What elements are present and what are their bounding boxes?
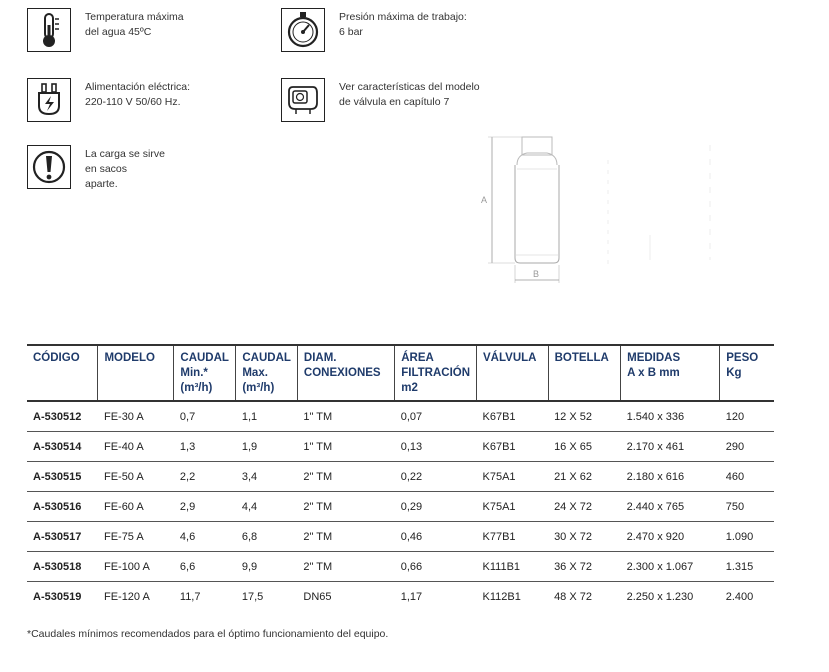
column-header: CAUDAL Min.* (m³/h)	[174, 345, 236, 401]
dimension-a-label: A	[481, 195, 488, 205]
spec-valve-text: Ver características del modelo de válvula en capítulo 7	[339, 81, 480, 108]
table-cell: K75A1	[477, 462, 549, 492]
table-cell: 1.090	[720, 522, 774, 552]
table-cell: K77B1	[477, 522, 549, 552]
spec-load	[27, 145, 165, 192]
table-row	[27, 432, 774, 462]
spec-pressure-text: Presión máxima de trabajo: 6 bar	[339, 11, 467, 38]
product-code-cell: A-530518	[27, 552, 98, 582]
table-cell: 1" TM	[297, 401, 394, 432]
spec-valve	[281, 78, 480, 122]
table-cell: 2,9	[174, 492, 236, 522]
electric-plug-icon	[27, 78, 71, 122]
filter-tank-diagram	[470, 125, 770, 295]
table-cell: FE-100 A	[98, 552, 174, 582]
table-cell: FE-60 A	[98, 492, 174, 522]
table-cell: K112B1	[482, 590, 521, 603]
column-header: VÁLVULA	[477, 345, 549, 401]
footnote: *Caudales mínimos recomendados para el óptimo funcionamiento del equipo.	[27, 628, 389, 640]
table-row	[27, 401, 774, 432]
table-cell: 0,29	[395, 492, 477, 522]
column-header: ÁREA FILTRACIÓN m2	[395, 345, 477, 401]
table-row	[27, 522, 774, 552]
table-cell: 36 X 72	[548, 552, 621, 582]
table-row	[27, 492, 774, 522]
table-cell: 0,7	[174, 401, 236, 432]
table-cell: FE-30 A	[98, 401, 174, 432]
table-cell: 1,1	[236, 401, 298, 432]
table-cell: DN65	[303, 590, 332, 603]
table-cell: 2.170 x 461	[621, 432, 720, 462]
table-cell: FE-75 A	[98, 522, 174, 552]
table-cell: 290	[720, 432, 774, 462]
table-cell: 2.440 x 765	[621, 492, 720, 522]
spec-load-text: La carga se sirve en sacos aparte.	[85, 148, 165, 190]
table-cell: 1,17	[400, 590, 423, 603]
table-cell: 1,3	[174, 432, 236, 462]
table-cell: FE-40 A	[98, 432, 174, 462]
product-code-cell: A-530515	[27, 462, 98, 492]
table-cell: 2.250 x 1.230	[626, 590, 694, 603]
table-row	[27, 462, 774, 492]
table-cell: 0,46	[395, 522, 477, 552]
warning-icon	[27, 145, 71, 189]
table-cell: 2" TM	[297, 492, 394, 522]
table-cell: 30 X 72	[548, 522, 621, 552]
table-cell: K75A1	[477, 492, 549, 522]
table-cell: 1" TM	[297, 432, 394, 462]
table-cell: 1,9	[236, 432, 298, 462]
table-cell: 3,4	[236, 462, 298, 492]
product-code-cell: A-530514	[27, 432, 98, 462]
table-cell: FE-50 A	[98, 462, 174, 492]
table-cell: 4,6	[174, 522, 236, 552]
product-code-cell: A-530517	[27, 522, 98, 552]
column-header: PESO Kg	[720, 345, 774, 401]
table-cell: 2" TM	[297, 552, 394, 582]
table-cell: 4,4	[236, 492, 298, 522]
column-header: CÓDIGO	[27, 345, 98, 401]
table-header-row	[27, 345, 774, 401]
table-cell: FE-120 A	[103, 590, 150, 603]
table-cell: 750	[720, 492, 774, 522]
column-header: BOTELLA	[548, 345, 621, 401]
product-code-cell: A-530519	[33, 590, 82, 603]
table-cell: 48 X 72	[554, 590, 592, 603]
table-cell: 0,66	[395, 552, 477, 582]
table-cell: 0,22	[395, 462, 477, 492]
table-cell: 0,13	[395, 432, 477, 462]
table-cell: 11,7	[179, 590, 201, 603]
column-header: CAUDAL Max. (m³/h)	[236, 345, 298, 401]
table-cell: 17,5	[241, 590, 264, 603]
table-cell: 6,8	[236, 522, 298, 552]
table-cell: 2" TM	[297, 522, 394, 552]
table-cell: 24 X 72	[548, 492, 621, 522]
table-cell: 1.540 x 336	[621, 401, 720, 432]
table-cell: K67B1	[477, 432, 549, 462]
table-cell: 2,2	[174, 462, 236, 492]
dimension-b-label: B	[533, 269, 540, 279]
table-cell: 16 X 65	[548, 432, 621, 462]
table-cell: 120	[720, 401, 774, 432]
spec-electric-text: Alimentación eléctrica: 220-110 V 50/60 Hz.	[85, 81, 191, 108]
valve-icon	[281, 78, 325, 122]
table-cell: 2.180 x 616	[621, 462, 720, 492]
table-cell: 9,9	[236, 552, 298, 582]
table-row	[27, 552, 774, 582]
product-code-cell: A-530512	[27, 401, 98, 432]
table-cell: 21 X 62	[548, 462, 621, 492]
table-row	[27, 582, 774, 612]
table-cell: K67B1	[477, 401, 549, 432]
table-cell: 2.470 x 920	[621, 522, 720, 552]
spec-temperature	[27, 8, 184, 52]
pressure-gauge-icon	[281, 8, 325, 52]
spec-pressure	[281, 8, 467, 52]
product-code-cell: A-530516	[27, 492, 98, 522]
table-cell: 2.400	[725, 590, 754, 603]
thermometer-icon	[27, 8, 71, 52]
table-cell: 12 X 52	[548, 401, 621, 432]
table-cell: 1.315	[720, 552, 774, 582]
table-cell: 0,07	[395, 401, 477, 432]
spec-temperature-text: Temperatura máxima del agua 45ºC	[85, 11, 184, 38]
column-header: MEDIDAS A x B mm	[621, 345, 720, 401]
table-cell: 6,6	[174, 552, 236, 582]
column-header: DIAM. CONEXIONES	[297, 345, 394, 401]
product-table	[27, 344, 774, 611]
table-cell: 2.300 x 1.067	[621, 552, 720, 582]
table-cell: 460	[720, 462, 774, 492]
table-cell: K111B1	[477, 552, 549, 582]
spec-electric	[27, 78, 190, 122]
column-header: MODELO	[98, 345, 174, 401]
table-cell: 2" TM	[297, 462, 394, 492]
